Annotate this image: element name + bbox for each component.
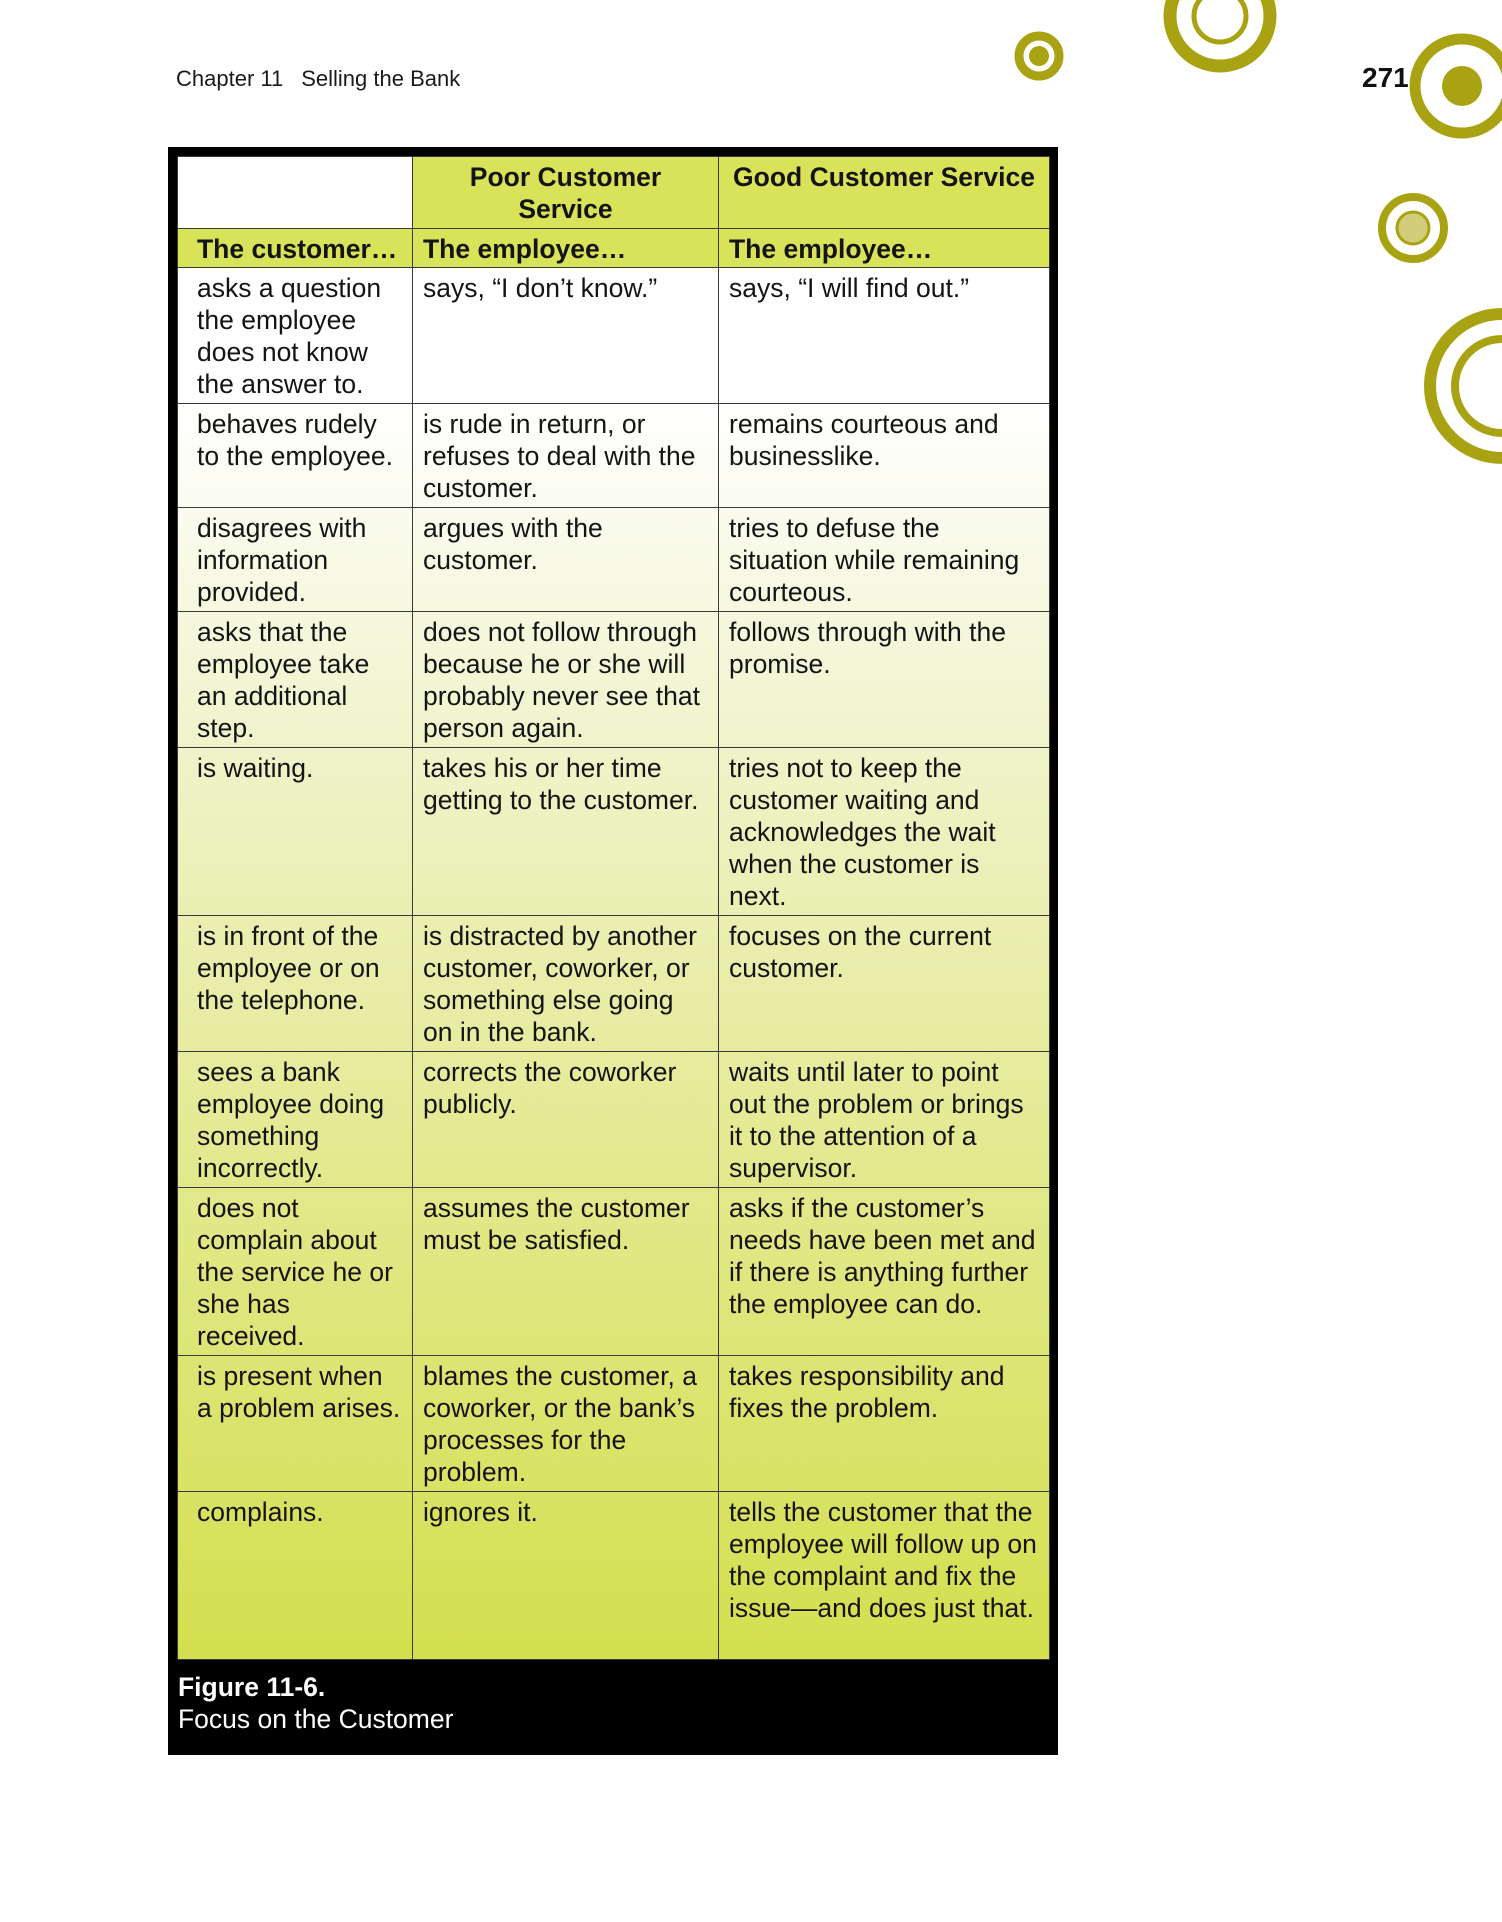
- customer-cell: asks that the employee take an additional step.: [178, 612, 413, 748]
- customer-cell: asks a question the employee does not know the answer to.: [178, 268, 413, 404]
- table-row: [178, 508, 1050, 612]
- figure-label: Figure 11-6.: [178, 1672, 326, 1702]
- edge-ring-icon: [1430, 314, 1502, 458]
- poor-service-cell: argues with the customer.: [413, 508, 719, 612]
- customer-cell: behaves rudely to the employee.: [178, 404, 413, 508]
- poor-service-cell: does not follow through because he or she will probably never see that person again.: [413, 612, 719, 748]
- table-subheader-row: [178, 229, 1050, 268]
- customer-cell: is waiting.: [178, 748, 413, 916]
- subheader-employee-good: The employee…: [719, 229, 1050, 268]
- poor-service-cell: ignores it.: [413, 1492, 719, 1660]
- header-poor-service: Poor Customer Service: [413, 157, 719, 229]
- table-row: [178, 1188, 1050, 1356]
- good-service-cell: tries to defuse the situation while remaining courteous.: [719, 508, 1050, 612]
- table-row: [178, 916, 1050, 1052]
- page-number: 271: [1362, 62, 1409, 93]
- table-header-row: [178, 157, 1050, 229]
- good-service-cell: tells the customer that the employee will follow up on the complaint and fix the issue—and does just that.: [719, 1492, 1050, 1660]
- table-row: [178, 404, 1050, 508]
- poor-service-cell: blames the customer, a coworker, or the bank’s processes for the problem.: [413, 1356, 719, 1492]
- page-number-ring-icon: [1415, 39, 1502, 133]
- pale-ring-icon: [1382, 197, 1444, 259]
- top-ring-icon: [1170, 0, 1270, 66]
- table-row: [178, 268, 1050, 404]
- good-service-cell: takes responsibility and fixes the problem.: [719, 1356, 1050, 1492]
- subheader-customer: The customer…: [178, 229, 413, 268]
- customer-cell: complains.: [178, 1492, 413, 1660]
- good-service-cell: waits until later to point out the problem or brings it to the attention of a supervisor.: [719, 1052, 1050, 1188]
- poor-service-cell: is distracted by another customer, coworker, or something else going on in the bank.: [413, 916, 719, 1052]
- table-row: [178, 612, 1050, 748]
- figure-caption: [178, 1671, 453, 1735]
- table-row: [178, 748, 1050, 916]
- header-good-service: Good Customer Service: [719, 157, 1050, 229]
- customer-service-table: [177, 156, 1050, 1660]
- chapter-title: Selling the Bank: [301, 66, 461, 91]
- good-service-cell: focuses on the current customer.: [719, 916, 1050, 1052]
- poor-service-cell: assumes the customer must be satisfied.: [413, 1188, 719, 1356]
- customer-cell: is in front of the employee or on the telephone.: [178, 916, 413, 1052]
- table-row: [178, 1052, 1050, 1188]
- good-service-cell: asks if the customer’s needs have been met and if there is anything further the employee can do.: [719, 1188, 1050, 1356]
- table-row: [178, 1492, 1050, 1660]
- customer-cell: sees a bank employee doing something incorrectly.: [178, 1052, 413, 1188]
- subheader-employee-poor: The employee…: [413, 229, 719, 268]
- poor-service-cell: takes his or her time getting to the customer.: [413, 748, 719, 916]
- customer-cell: is present when a problem arises.: [178, 1356, 413, 1492]
- small-ring-icon: [1019, 36, 1059, 76]
- good-service-cell: says, “I will find out.”: [719, 268, 1050, 404]
- header-cell-blank: [178, 157, 413, 229]
- poor-service-cell: says, “I don’t know.”: [413, 268, 719, 404]
- customer-cell: does not complain about the service he or she has received.: [178, 1188, 413, 1356]
- table-row: [178, 1356, 1050, 1492]
- running-head: [176, 66, 460, 92]
- chapter-label: Chapter 11: [176, 66, 284, 91]
- poor-service-cell: corrects the coworker publicly.: [413, 1052, 719, 1188]
- figure-11-6: [168, 147, 1058, 1755]
- good-service-cell: follows through with the promise.: [719, 612, 1050, 748]
- good-service-cell: remains courteous and businesslike.: [719, 404, 1050, 508]
- customer-cell: disagrees with information provided.: [178, 508, 413, 612]
- figure-title: Focus on the Customer: [178, 1704, 454, 1734]
- poor-service-cell: is rude in return, or refuses to deal with the customer.: [413, 404, 719, 508]
- good-service-cell: tries not to keep the customer waiting and acknowledges the wait when the customer is next.: [719, 748, 1050, 916]
